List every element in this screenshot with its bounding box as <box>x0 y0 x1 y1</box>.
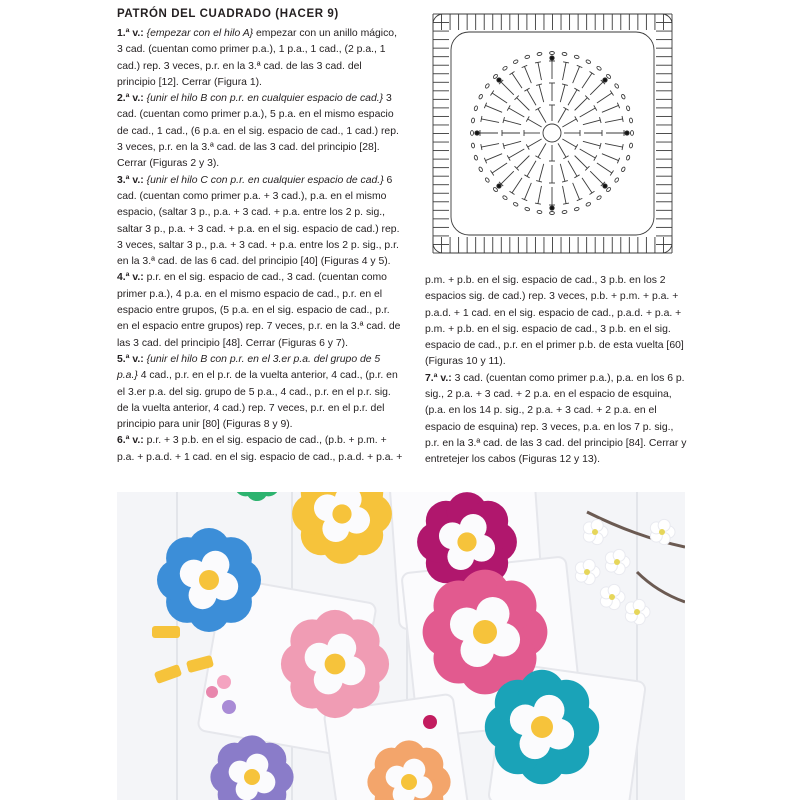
slip-stitch-symbol <box>475 131 479 135</box>
stitch-symbol <box>575 156 588 169</box>
chain-symbol <box>629 118 633 123</box>
stitch-top <box>490 171 493 176</box>
stitch-symbol <box>524 66 531 83</box>
stitch-symbol <box>582 178 592 193</box>
stitch-symbol <box>485 154 502 161</box>
stitch-symbol <box>528 119 542 127</box>
chain-symbol <box>513 202 519 207</box>
flower-blue <box>157 528 261 632</box>
chain-symbol <box>537 52 542 56</box>
round-3 <box>117 173 403 271</box>
stitch-symbol <box>560 85 565 102</box>
stitch-symbol <box>597 163 612 173</box>
stitch-symbol <box>509 108 525 117</box>
chain-symbol <box>525 207 530 211</box>
round-text: p.r. en el sig. espacio de cad., 3 cad. (cuentan como primer p.a.), 4 p.a. en el mismo espacio de cad., p.r. en el espacio entre grupos, (5 p.a. en el sig. espacio de cad., p.r. en el espacio entre grupos) rep. 7 veces, p.r. en la 3.ª cad. de las 3 cad. del principio [48]. Cerrar (Figuras 6 y 7). <box>117 272 401 349</box>
pattern-title: PATRÓN DEL CUADRADO (HACER 9) <box>117 8 339 20</box>
stitch-top <box>535 107 540 110</box>
button <box>423 715 437 729</box>
chain-symbol <box>525 55 530 59</box>
stitch-symbol <box>580 149 596 158</box>
round-text: 3 cad. (cuentan como primer p.a.), p.a. en los 6 p. sig., 2 p.a. + 3 cad. + 2 p.a. en el espacio de esquina, (p.a. en los 14 p. sig., 2 p.a. + 3 cad. + 2 p.a. en el espacio de esquina) rep. 3 veces, p.a. en los 7 p. sig., p.r. en la 3.ª cad. de las 3 cad. del principio [84]. Cerrar y entretejer los cabos (Figuras 12 y 13). <box>425 372 687 466</box>
stitch-symbol <box>580 108 596 117</box>
stitch-symbol <box>538 186 542 204</box>
stitch-symbol <box>524 183 531 200</box>
stitch-symbol <box>605 119 623 123</box>
stitch-symbol <box>562 139 576 147</box>
round-number: 3.ª v.: <box>117 174 144 186</box>
stitch-symbol <box>582 73 592 88</box>
round-note: {unir el hilo B con p.r. en cualquier espacio de cad.} <box>143 93 384 105</box>
instructions-column-left <box>117 26 403 466</box>
stitch-symbol <box>583 120 600 125</box>
slip-stitch-symbol <box>497 184 501 188</box>
round-text: 4 cad., p.r. en el p.r. de la vuelta anterior, 4 cad., (p.r. en el 3.er p.a. del sig. grupo de 5 p.a., 4 cad., p.r. en el p.r. sig. de la vuelta anterior, 4 cad.) rep. 7 veces, p.r. en el p.r. del principio para unir [80] (Figuras 8 y 9). <box>117 370 398 431</box>
chain-symbol <box>585 202 591 207</box>
stitch-symbol <box>560 164 565 181</box>
round-text: 3 cad. (cuentan como primer p.a.), 5 p.a. en el mismo espacio de cad., 1 cad., (6 p.a. en el sig. espacio de cad., 1 cad.) rep. 3 veces, p.r. en la 3.ª cad. de las 3 cad. del principio [28]. Cerrar (Figuras 2 y 3). <box>117 93 399 170</box>
stitch-top <box>563 62 569 63</box>
chain-symbol <box>614 83 619 89</box>
round-number: 4.ª v.: <box>117 272 144 284</box>
chain-symbol <box>485 177 490 183</box>
stitch-symbol <box>504 120 521 125</box>
stitch-top <box>563 107 568 110</box>
round-text: p.r. + 3 p.b. en el sig. espacio de cad., (p.b. + p.m. + p.a. + p.a.d. + 1 cad. en el sig. espacio de cad., p.a.d. + p.a. + <box>117 435 403 463</box>
chain-symbol <box>596 195 602 200</box>
stitch-symbol <box>485 105 502 112</box>
round-text: empezar con un anillo mágico, 3 cad. (cuentan como primer p.a.), 1 p.a., 1 cad., (2 p.a., 1 cad.) rep. 3 veces, p.r. en la 3.ª cad. de las 3 cad. del principio [12]. Cerrar (Figura 1). <box>117 28 397 88</box>
crochet-chart-diagram <box>425 6 680 261</box>
stitch-top <box>507 105 510 110</box>
chain-symbol <box>478 166 483 172</box>
stitch-symbol <box>481 119 499 123</box>
stitch-symbol <box>527 161 536 177</box>
stitch-symbol <box>512 178 522 193</box>
stitch-top <box>575 144 578 149</box>
round-2 <box>117 91 403 172</box>
stitch-top <box>481 116 482 122</box>
stitch-symbol <box>527 90 536 106</box>
stitch-symbol <box>517 156 530 169</box>
slip-stitch-symbol <box>603 78 607 82</box>
flower-teal <box>485 670 599 784</box>
slip-stitch-symbol <box>550 56 554 60</box>
chain-symbol <box>562 210 567 214</box>
slip-stitch-symbol <box>625 131 629 135</box>
chain-symbol <box>621 166 626 172</box>
round-number: 5.ª v.: <box>117 353 144 365</box>
stitch-symbol <box>509 149 525 158</box>
stitch-top <box>590 71 595 74</box>
stitch-top <box>622 144 623 150</box>
instructions-column-right <box>425 273 689 469</box>
stitch-top <box>524 175 529 178</box>
chain-symbol <box>621 94 626 100</box>
stitch-symbol <box>583 141 600 146</box>
stitch-symbol <box>538 109 546 123</box>
stitch-top <box>526 144 529 149</box>
round-4 <box>117 270 403 351</box>
stitch-symbol <box>597 93 612 103</box>
stitch-top <box>510 191 515 194</box>
round-7 <box>425 371 689 469</box>
round-5 <box>117 352 403 433</box>
slip-stitch-symbol <box>603 184 607 188</box>
button <box>206 686 218 698</box>
stitch-top <box>574 88 579 91</box>
chain-symbol <box>471 143 475 148</box>
stitch-top <box>575 116 578 121</box>
chain-symbol <box>626 155 630 160</box>
stitch-symbol <box>605 144 623 148</box>
stitch-top <box>510 71 515 74</box>
stitch-symbol <box>590 82 603 95</box>
stitch-symbol <box>501 82 514 95</box>
round-6 <box>117 433 403 466</box>
stitch-top <box>563 203 569 204</box>
chain-symbol <box>585 59 591 64</box>
stitch-symbol <box>573 183 580 200</box>
stitch-top <box>622 116 623 122</box>
stitch-symbol <box>558 143 566 157</box>
stitch-symbol <box>539 85 544 102</box>
stitch-top <box>590 191 595 194</box>
stitch-symbol <box>538 62 542 80</box>
stitch-top <box>563 156 568 159</box>
stitch-symbol <box>504 141 521 146</box>
slip-stitch-symbol <box>550 206 554 210</box>
button <box>222 700 236 714</box>
stitch-top <box>526 116 529 121</box>
stitch-symbol <box>575 98 588 111</box>
chain-symbol <box>574 207 579 211</box>
slip-stitch-symbol <box>497 78 501 82</box>
stitch-symbol <box>558 109 566 123</box>
chain-symbol <box>502 195 508 200</box>
flower-light-pink <box>281 610 389 718</box>
round-note: {unir el hilo B con p.r. en el 3.er p.a. del grupo de 5 p.a.} <box>117 353 381 382</box>
stitch-symbol <box>590 171 603 184</box>
chain-symbol <box>631 131 634 136</box>
stitch-symbol <box>568 90 577 106</box>
chain-symbol <box>550 212 555 215</box>
stitch-top <box>610 171 613 176</box>
button <box>217 675 231 689</box>
round-6-continued: p.m. + p.b. en el sig. espacio de cad., 3 p.b. en los 2 espacios sig. de cad.) rep. 3 veces, p.b. + p.m. + p.a. + p.a.d. + 1 cad. en el sig. espacio de cad., p.a.d. + p.a. + p.m. + p.b. en el sig. espacio de cad., 3 p.b. en el sig. espacio de cad., p.r. en el primer p.b. de esta vuelta [60] (Figuras 10 y 11). <box>425 275 684 368</box>
chain-symbol <box>550 52 555 55</box>
round-text: 6 cad. (cuentan como primer p.a. + 3 cad.), p.a. en el mismo espacio, (saltar 3 p., p.a. + 3 cad. + p.a. entre los 2 p. sig., saltar 3 p., p.a. + 3 cad. + p.a. en el sig. espacio de cad.) rep. 3 veces, saltar 3 p., p.a. + 3 cad. + p.a. entre los 2 p. sig., p.r. en la 3.ª cad. de las 6 cad. del principio [40] (Figuras 4 y 5). <box>117 174 400 268</box>
stitch-top <box>535 156 540 159</box>
stitch-top <box>481 144 482 150</box>
stitch-symbol <box>573 66 580 83</box>
stitch-symbol <box>481 144 499 148</box>
stitch-top <box>535 203 541 204</box>
chain-symbol <box>474 106 478 111</box>
chain-symbol <box>513 59 519 64</box>
stitch-top <box>594 105 597 110</box>
square-outline <box>433 14 672 253</box>
chain-symbol <box>485 83 490 89</box>
chain-symbol <box>478 94 483 100</box>
round-note: {empezar con el hilo A} <box>143 28 254 39</box>
chain-symbol <box>562 52 567 56</box>
stitch-symbol <box>528 139 542 147</box>
chain-symbol <box>614 177 619 183</box>
stitch-symbol <box>512 73 522 88</box>
stitch-symbol <box>602 154 619 161</box>
chain-symbol <box>629 143 633 148</box>
stitch-symbol <box>602 105 619 112</box>
stitch-top <box>574 175 579 178</box>
round-1 <box>117 26 403 91</box>
round-number: 2.ª v.: <box>117 93 144 105</box>
chain-symbol <box>471 118 475 123</box>
round-number: 7.ª v.: <box>425 372 452 384</box>
stitch-symbol <box>568 161 577 177</box>
stitch-symbol <box>562 119 576 127</box>
chain-symbol <box>474 155 478 160</box>
round-note: {unir el hilo C con p.r. en cualquier espacio de cad.} <box>143 174 384 186</box>
stitch-symbol <box>563 186 567 204</box>
stitch-symbol <box>539 164 544 181</box>
round-number: 6.ª v.: <box>117 435 144 447</box>
stitch-symbol <box>517 98 530 111</box>
granny-squares-photo <box>117 492 685 800</box>
chain-symbol <box>596 66 602 71</box>
round-number: 1.ª v.: <box>117 28 144 39</box>
chain-symbol <box>537 210 542 214</box>
chain-symbol <box>471 131 474 136</box>
stitch-symbol <box>492 163 507 173</box>
stitch-symbol <box>538 143 546 157</box>
chain-symbol <box>626 106 630 111</box>
stitch-top <box>490 91 493 96</box>
yarn-clip <box>152 626 180 638</box>
chain-symbol <box>502 66 508 71</box>
stitch-top <box>594 155 597 160</box>
stitch-top <box>610 91 613 96</box>
stitch-symbol <box>492 93 507 103</box>
chain-symbol <box>574 55 579 59</box>
stitch-symbol <box>563 62 567 80</box>
magic-ring <box>543 124 561 142</box>
stitch-top <box>535 62 541 63</box>
stitch-top <box>524 88 529 91</box>
stitch-symbol <box>501 171 514 184</box>
stitch-top <box>507 155 510 160</box>
